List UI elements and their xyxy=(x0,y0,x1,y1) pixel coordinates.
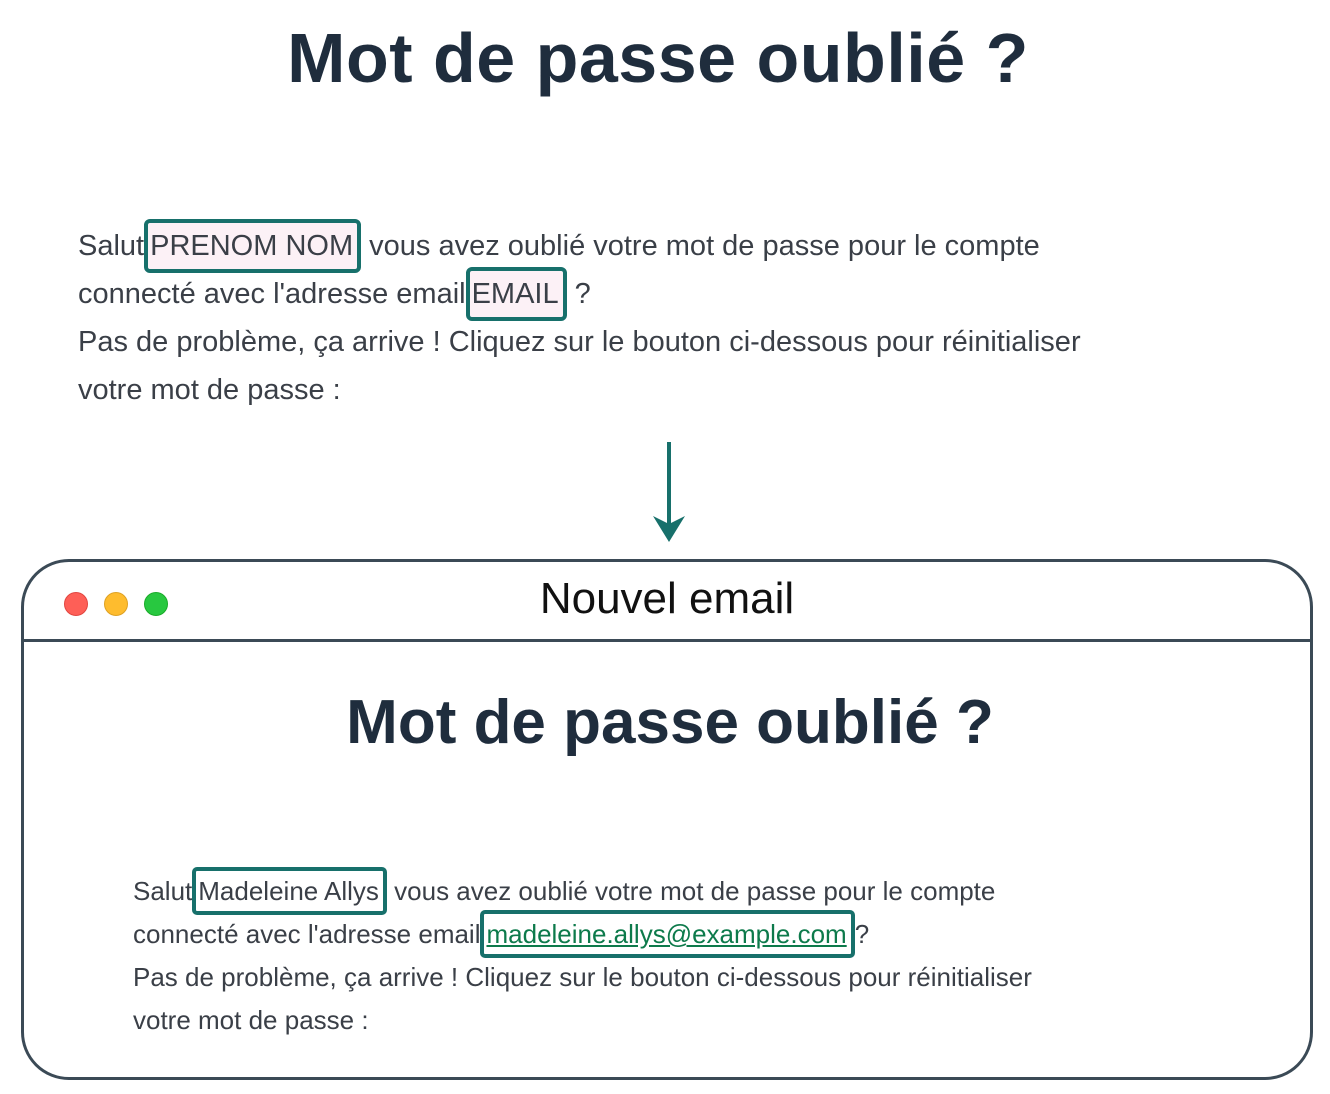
template-text-after-email: ? xyxy=(566,278,591,310)
template-body xyxy=(78,222,1278,414)
email-salut: Salut xyxy=(133,876,193,906)
filled-name: Madeleine Allys xyxy=(192,867,387,915)
template-text-before-email: connecté avec l'adresse email xyxy=(78,278,466,310)
template-text-after-name: vous avez oublié votre mot de passe pour le compte xyxy=(361,230,1040,262)
email-body xyxy=(133,870,1283,1042)
email-line-4: votre mot de passe : xyxy=(133,1005,369,1035)
window-title: Nouvel email xyxy=(539,574,795,623)
filled-email xyxy=(480,910,854,958)
template-line-4: votre mot de passe : xyxy=(78,374,341,406)
email-link[interactable]: madeleine.allys@example.com xyxy=(486,919,847,949)
template-line-2 xyxy=(78,270,1278,318)
email-line-1 xyxy=(133,870,1283,913)
template-line-1 xyxy=(78,222,1278,270)
template-salut: Salut xyxy=(78,230,145,262)
window-titlebar xyxy=(24,562,1310,642)
email-text-after-name: vous avez oublié votre mot de passe pour le compte xyxy=(386,876,996,906)
down-arrow-icon xyxy=(651,440,687,546)
email-line-3: Pas de problème, ça arrive ! Cliquez sur le bouton ci-dessous pour réinitialiser xyxy=(133,962,1032,992)
email-line-2 xyxy=(133,913,1283,956)
email-title: Mot de passe oublié ? xyxy=(346,688,994,757)
email-placeholder: EMAIL xyxy=(466,267,567,321)
template-title: Mot de passe oublié ? xyxy=(287,19,1029,97)
email-window xyxy=(21,559,1313,1080)
template-line-3: Pas de problème, ça arrive ! Cliquez sur le bouton ci-dessous pour réinitialiser xyxy=(78,326,1081,358)
email-text-before-email: connecté avec l'adresse email xyxy=(133,919,481,949)
name-placeholder: PRENOM NOM xyxy=(144,219,361,273)
email-text-after-email: ? xyxy=(854,919,870,949)
